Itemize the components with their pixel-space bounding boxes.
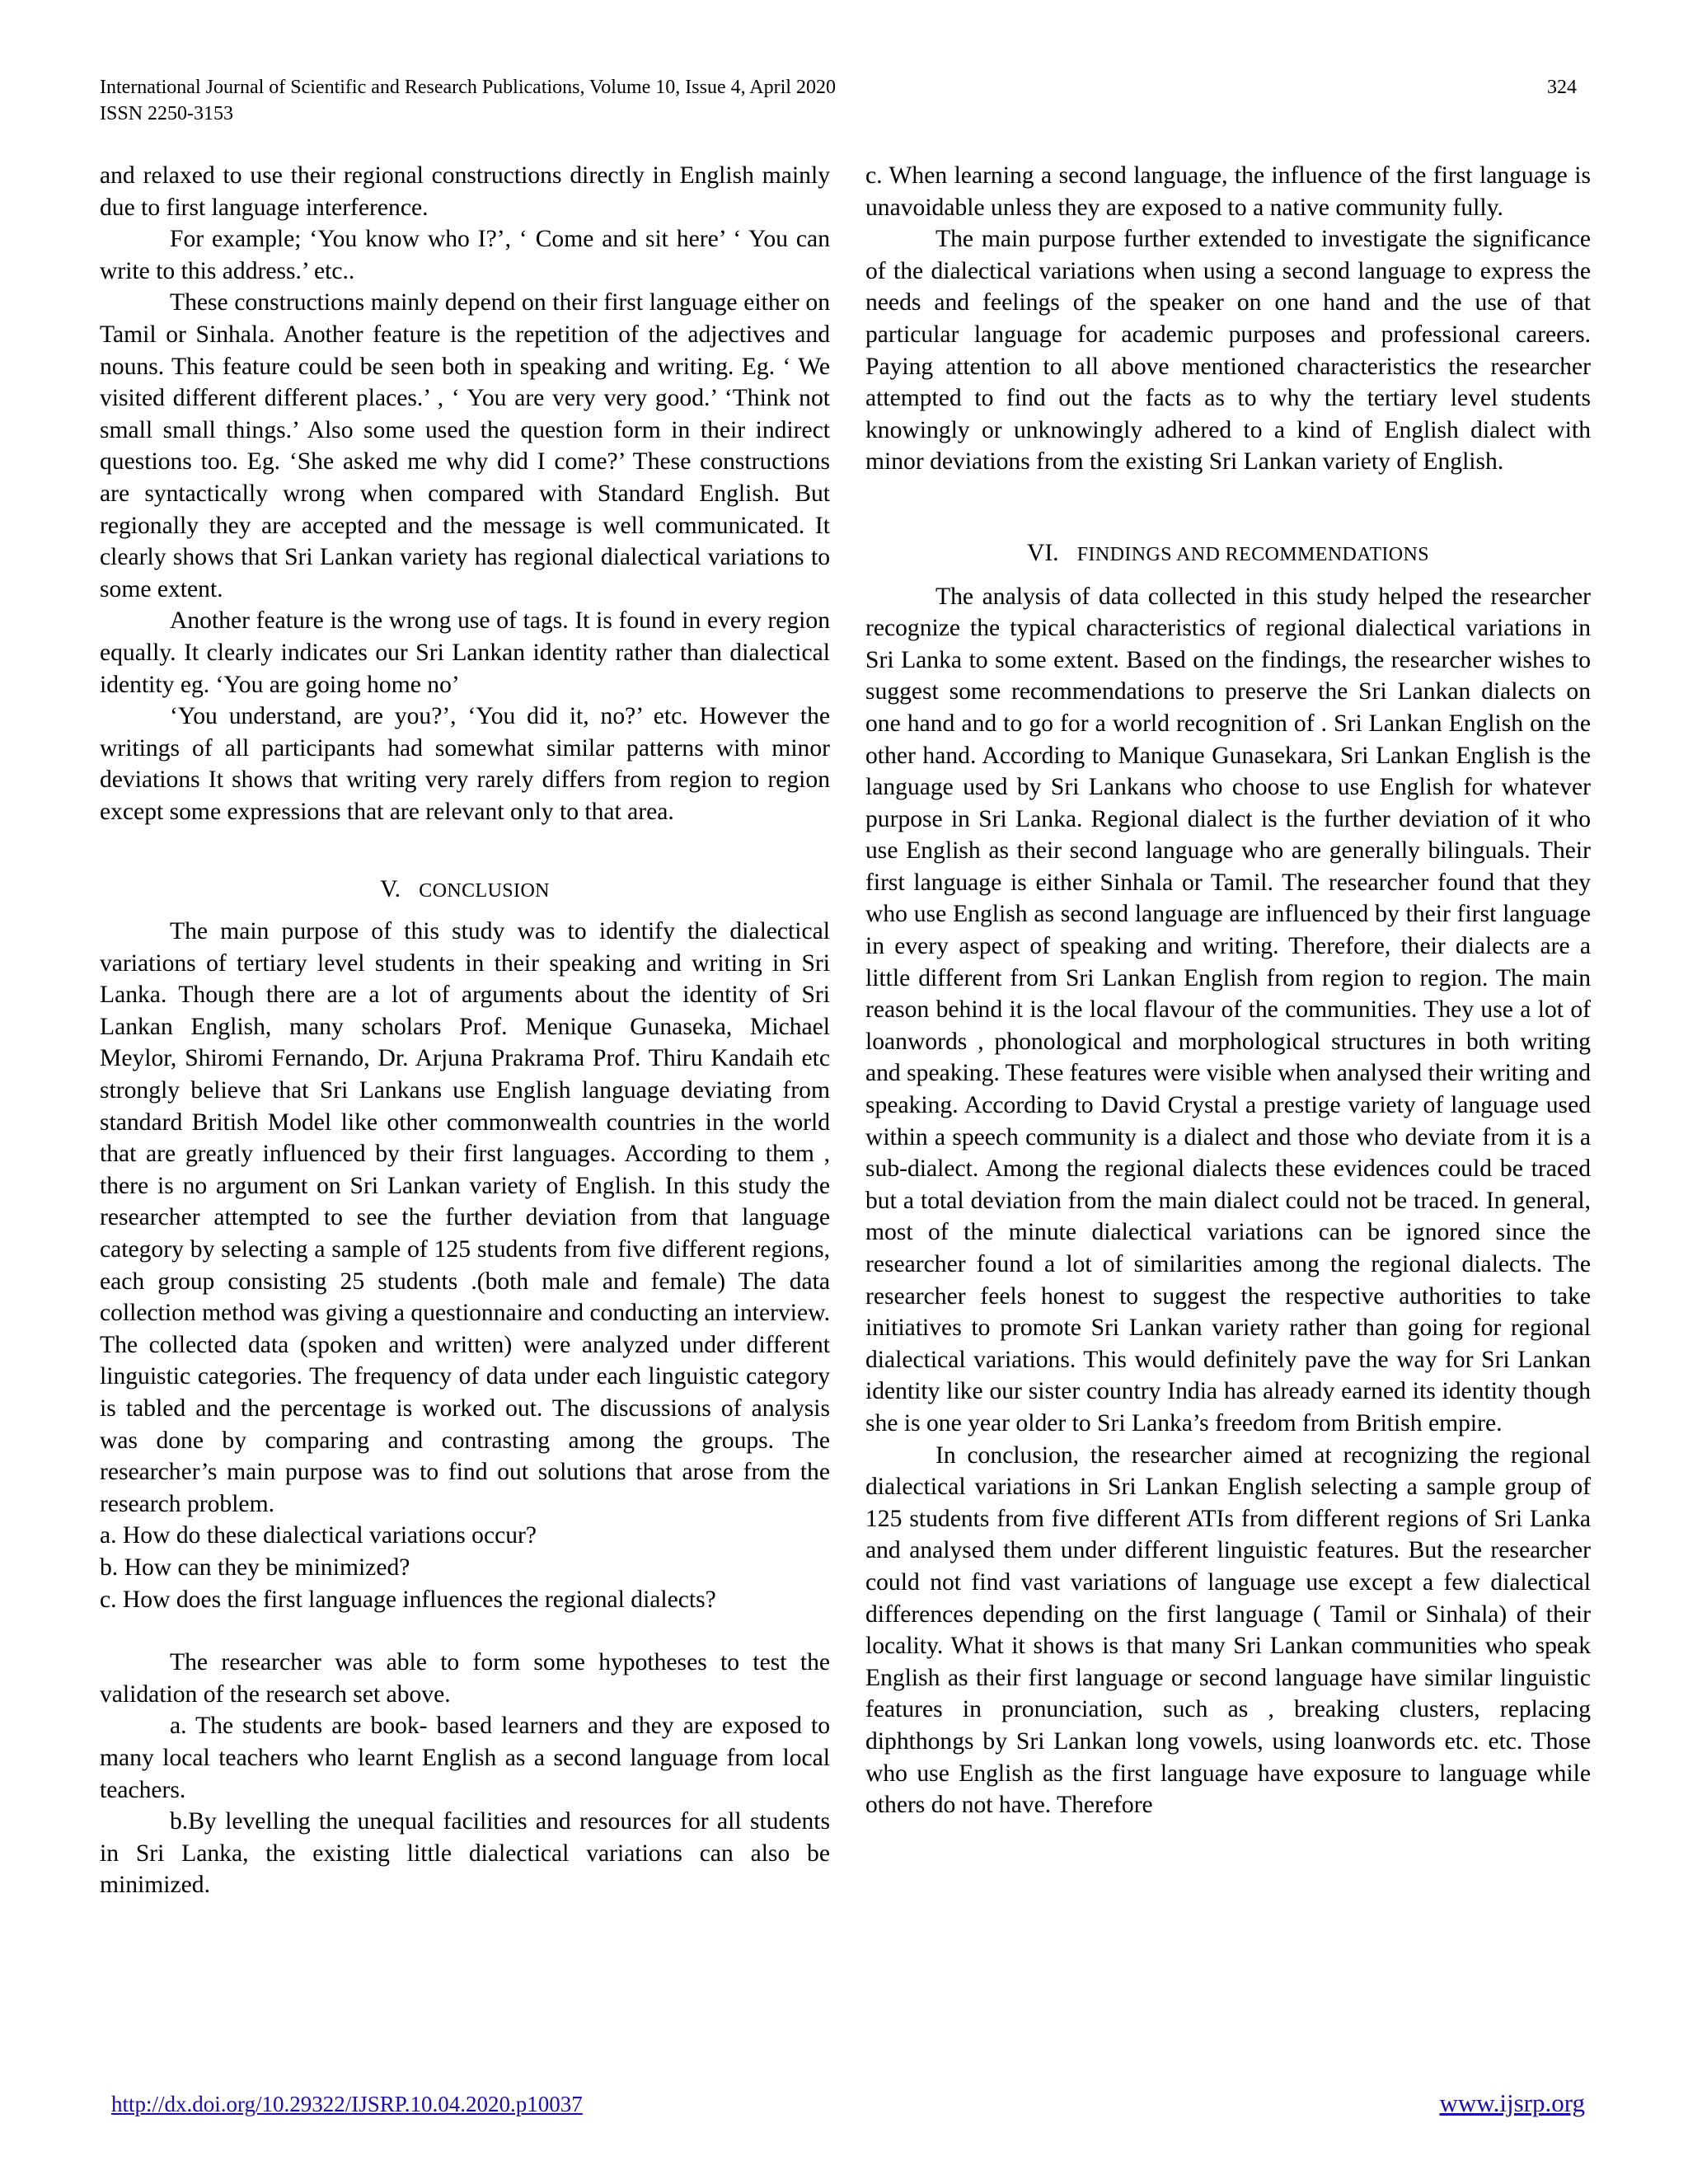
website-link[interactable]: www.ijsrp.org: [1439, 2088, 1585, 2117]
page-number: 324: [1547, 77, 1577, 98]
paragraph: a. The students are book- based learners and they are exposed to many local teachers who learnt English as a second language from local teachers.: [100, 1713, 830, 1803]
list-item: b. How can they be minimized?: [100, 1554, 410, 1581]
paragraph: The main purpose further extended to investigate the significance of the dialectical variations when using a second language to express the needs and feelings of the speaker on one hand and the use of that particular language for academic purposes and professional careers. Paying attention to all above mentioned characteristics the researcher attempted to find out the facts as to why the tertiary level students knowingly or unknowingly adhered to a kind of English dialect with minor deviations from the existing Sri Lankan variety of English.: [865, 226, 1591, 476]
paragraph: c. When learning a second language, the influence of the first language is unavoidable unless they are exposed to a native community fully.: [865, 162, 1591, 221]
paragraph: ‘You understand, are you?’, ‘You did it, no?’ etc. However the writings of all participants had somewhat similar patterns with minor deviations It shows that writing very rarely differs from region to region except some expressions that are relevant only to that area.: [100, 703, 830, 825]
doi-link[interactable]: http://dx.doi.org/10.29322/IJSRP.10.04.2020.p10037: [111, 2092, 583, 2116]
paragraph: For example; ‘You know who I?’, ‘ Come and sit here’ ‘ You can write to this address.’ etc..: [100, 226, 830, 284]
list-item: c. How does the first language influences the regional dialects?: [100, 1586, 716, 1613]
journal-title: International Journal of Scientific and Research Publications, Volume 10, Issue 4, April 2020: [100, 77, 836, 98]
paragraph: b.By levelling the unequal facilities and resources for all students in Sri Lanka, the existing little dialectical variations can also be minimized.: [100, 1808, 830, 1899]
section-title: CONCLUSION: [419, 880, 550, 902]
paragraph: The researcher was able to form some hypotheses to test the validation of the research set above.: [100, 1649, 830, 1708]
section-number: V.: [380, 876, 401, 903]
section-heading-conclusion: [100, 874, 830, 907]
paragraph: These constructions mainly depend on their first language either on Tamil or Sinhala. Another feature is the repetition of the adjectives and nouns. This feature could be seen both in speaking and writing. Eg. ‘ We visited different different places.’ , ‘ You are very very good.’ ‘Think not small small things.’ Also some used the question form in their indirect questions too. Eg. ‘She asked me why did I come?’ These constructions are syntactically wrong when compared with Standard English. But regionally they are accepted and the message is well communicated. It clearly shows that Sri Lankan variety has regional dialectical variations to some extent.: [100, 289, 830, 602]
left-column: [100, 160, 830, 1901]
issn: ISSN 2250-3153: [100, 103, 234, 124]
page-header: [100, 74, 1577, 127]
paragraph: In conclusion, the researcher aimed at recognizing the regional dialectical variations in Sri Lankan English selecting a sample group of 125 students from five different ATIs from different regions of Sri Lanka and analysed them under different linguistic features. But the researcher could not find vast variations of language use except a few dialectical differences depending on the first language ( Tamil or Sinhala) of their locality. What it shows is that many Sri Lankan communities who speak English as their first language or second language have similar linguistic features in pronunciation, such as , breaking clusters, replacing diphthongs by Sri Lankan long vowels, using loanwords etc. etc. Those who use English as the first language have exposure to language while others do not have. Therefore: [865, 1441, 1591, 1819]
section-title: FINDINGS AND RECOMMENDATIONS: [1076, 543, 1430, 565]
paragraph: and relaxed to use their regional constructions directly in English mainly due to first language interference.: [100, 162, 830, 221]
section-number: VI.: [1026, 539, 1059, 566]
paragraph: The main purpose of this study was to identify the dialectical variations of tertiary level students in their speaking and writing in Sri Lanka. Though there are a lot of arguments about the identity of Sri Lankan English, many scholars Prof. Menique Gunaseka, Michael Meylor, Shiromi Fernando, Dr. Arjuna Prakrama Prof. Thiru Kandaih etc strongly believe that Sri Lankans use English language deviating from standard British Model like other commonwealth countries in the world that are greatly influenced by their first languages. According to them , there is no argument on Sri Lankan variety of English. In this study the researcher attempted to see the further deviation from that language category by selecting a sample of 125 students from five different regions, each group consisting 25 students .(both male and female) The data collection method was giving a questionnaire and conducting an interview. The collected data (spoken and written) were analyzed under different linguistic categories. The frequency of data under each linguistic category is tabled and the percentage is worked out. The discussions of analysis was done by comparing and contrasting among the groups. The researcher’s main purpose was to find out solutions that arose from the research problem.: [100, 918, 830, 1517]
section-heading-findings: [865, 537, 1591, 571]
right-column: [865, 160, 1591, 1821]
list-item: a. How do these dialectical variations occur?: [100, 1522, 537, 1549]
paragraph: The analysis of data collected in this study helped the researcher recognize the typical characteristics of regional dialectical variations in Sri Lanka to some extent. Based on the findings, the researcher wishes to suggest some recommendations to preserve the Sri Lankan dialects on one hand and to go for a world recognition of . Sri Lankan English on the other hand. According to Manique Gunasekara, Sri Lankan English is the language used by Sri Lankans who choose to use English for whatever purpose in Sri Lanka. Regional dialect is the further deviation of it who use English as their second language who are generally bilinguals. Their first language is either Sinhala or Tamil. The researcher found that they who use English as second language are influenced by their first language in every aspect of speaking and writing. Therefore, their dialects are a little different from Sri Lankan English from region to region. The main reason behind it is the local flavour of the communities. They use a lot of loanwords , phonological and morphological structures in both writing and speaking. These features were visible when analysed their writing and speaking. According to David Crystal a prestige variety of language used within a speech community is a dialect and those who deviate from it is a sub-dialect. Among the regional dialects these evidences could be traced but a total deviation from the main dialect could not be traced. In general, most of the minute dialectical variations can be ignored since the researcher found a lot of similarities among the regional dialects. The researcher feels honest to suggest the respective authorities to take initiatives to promote Sri Lankan variety rather than going for regional dialectical variations. This would definitely pave the way for Sri Lankan identity like our sister country India has already earned its identity though she is one year older to Sri Lanka’s freedom from British empire.: [865, 583, 1591, 1436]
paragraph: Another feature is the wrong use of tags. It is found in every region equally. It clearly indicates our Sri Lankan identity rather than dialectical identity eg. ‘You are going home no’: [100, 607, 830, 698]
